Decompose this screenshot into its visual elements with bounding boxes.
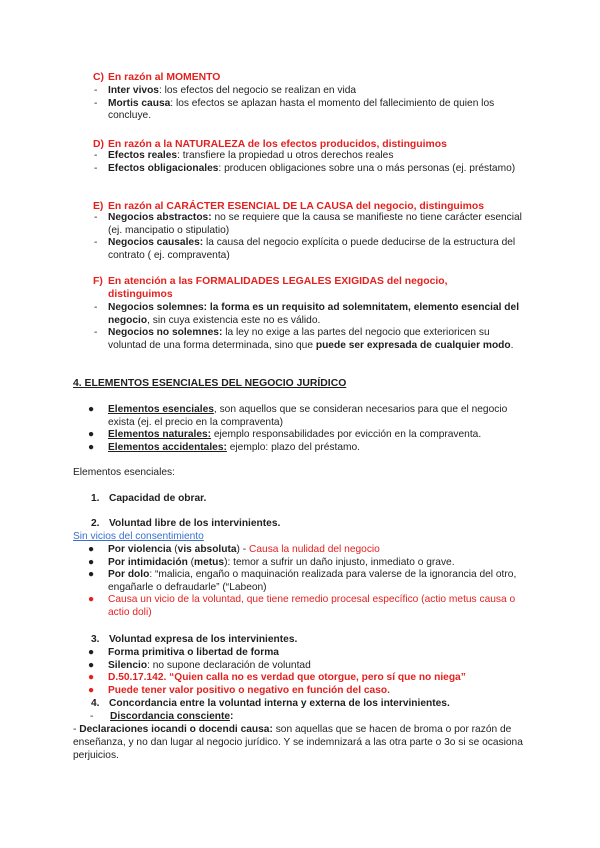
item-number: 4. [91,698,100,709]
item-text: ) - [236,544,249,555]
final-paragraph [73,723,528,762]
item-text: : “malicia, engaño o maquinación realizada para valerse de la ignorancia del otro, engañarle o defraudarle” (“Labeon) [108,569,517,593]
section-d-list [94,150,524,175]
dash-marker: - [94,237,98,249]
bullet-marker: ● [88,684,95,696]
section-f-title-line2: distinguimos [108,289,173,300]
item-term: metus [194,556,225,568]
item-red-text: D.50.17.142. “Quien calla no es verdad que otorgue, pero sí que no niega” [108,672,466,684]
bullet-marker: ● [88,544,95,555]
numbered-item-3 [91,634,297,645]
section-f-title-line1: En atención a las FORMALIDADES LEGALES EXIGIDAS del negocio, [108,276,448,287]
dash-marker: - [94,327,98,339]
list-item [88,544,528,557]
item-term: Negocios abstractos: [108,212,212,223]
item-text: ): temor a sufrir un daño injusto, inmediato o grave. [224,556,455,568]
section-d-letter: D) [93,139,104,150]
numbered-item-4 [91,698,450,709]
item-text: Concordancia entre la voluntad interna y externa de los intervinientes. [109,698,450,709]
bullet-marker: ● [88,647,95,658]
dash-marker: - [94,150,98,161]
section-c-letter: C) [93,72,104,83]
list-item [88,442,528,455]
discordancia-label: Discordancia consciente [110,711,231,722]
list-item [88,429,528,442]
item-term: Efectos obligacionales [108,162,219,174]
item-text: ejemplo responsabilidades por evicción en la compraventa. [211,429,482,441]
dash-marker: - [94,97,98,109]
list-item [88,685,528,698]
expresa-list [88,647,528,697]
item-term: Elementos naturales: [108,429,212,441]
item-term: Elementos accidentales: [108,441,227,453]
list-item [88,404,528,429]
section-c-title: En razón al MOMENTO [108,72,221,83]
dash-marker: - [90,711,94,722]
section-f-heading [93,275,447,301]
item-text: : los efectos se aplazan hasta el momento del fallecimiento de quien los concluye. [108,97,495,122]
section-e-title: En razón al CARÁCTER ESENCIAL DE LA CAUSA del negocio, distinguimos [108,201,485,212]
section-4-title: 4. ELEMENTOS ESENCIALES DEL NEGOCIO JURÍDICO [73,378,347,389]
item-text: Capacidad de obrar. [109,493,207,504]
bullet-marker: ● [88,594,95,606]
dash-marker: - [94,85,98,96]
item-red-text: Causa la nulidad del negocio [249,544,380,555]
numbered-item-2 [91,518,280,529]
item-text: : producen obligaciones sobre una o más personas (ej. préstamo) [218,162,516,174]
section-f-list [94,302,524,352]
item-term: Por violencia [108,544,172,555]
item-text: : no supone declaración de voluntad [147,659,311,671]
item-term: Efectos reales [108,150,178,161]
list-item [88,569,528,594]
item-term: Negocios causales: [108,237,204,249]
list-item [88,594,528,619]
discordancia-colon: : [230,711,234,722]
item-term: vis absoluta [177,544,237,555]
list-item [94,98,524,123]
item-term: Elementos esenciales [108,404,214,415]
list-item [94,302,524,327]
section-e-list [94,212,524,262]
item-text: no se requiere que la causa se manifieste no tiene carácter esencial (ej. mancipatio o stipulatio) [108,212,522,236]
bullet-marker: ● [88,659,95,671]
list-item [88,557,528,570]
item-red-text: Puede tener valor positivo o negativo en función del caso. [108,684,390,696]
section-d-title: En razón a la NATURALEZA de los efectos producidos, distinguimos [108,139,447,150]
item-number: 3. [91,634,100,645]
item-term: Silencio [108,659,148,671]
section-c-heading [93,71,220,84]
bullet-marker: ● [88,569,95,581]
list-item [94,150,524,163]
item-text: la causa del negocio explícita o puede deducirse de la estructura del contrato ( ej. compraventa) [108,237,516,261]
item-term: Por intimidación [108,556,188,568]
section-c-list [94,85,524,123]
item-text: ( [187,556,195,568]
dash-marker: - [94,302,98,313]
item-text: : transfiere la propiedad u otros derechos reales [177,150,394,161]
item-number: 1. [91,493,100,504]
numbered-item-1 [91,493,206,504]
section-4-bullets [88,404,528,454]
item-red-text: Causa un vicio de la voluntad, que tiene remedio procesal específico (actio metus causa o actio doli) [108,594,516,618]
list-item [94,212,524,237]
dash-marker: - [94,162,98,174]
item-text: Voluntad libre de los intervinientes. [109,518,281,529]
item-term: Por dolo [108,569,150,581]
section-e-letter: E) [93,201,104,212]
paragraph-text: son aquellas que se hacen de broma o por razón de enseñanza, y no dan lugar al negocio jurídico. Y se indemnizará a las otra parte o 3o si se ocasiona perjuicios. [73,724,523,761]
item-text: : los efectos del negocio se realizan en vida [158,85,357,96]
item-text: Voluntad expresa de los intervinientes. [109,634,298,645]
item-bold-end: puede ser expresada de cualquier modo [315,339,511,351]
bullet-marker: ● [88,672,95,684]
item-text: , sin cuya existencia este no es válido. [147,314,321,326]
vicios-link[interactable]: Sin vicios del consentimiento [73,531,204,542]
item-number: 2. [91,518,100,529]
dash-marker: - [94,212,98,223]
item-term: Inter vivos [108,85,159,96]
list-item [94,85,524,98]
list-item [94,237,524,262]
item-text: , son aquellos que se consideran necesarios para que el negocio exista (ej. el precio en la compraventa) [108,404,508,428]
section-f-letter: F) [93,276,103,287]
bullet-marker: ● [88,556,95,568]
vicios-list [88,544,528,620]
item-term: Negocios solemnes: la forma es un requisito ad solemnitatem, elemento esencial del negocio [108,302,520,326]
discordancia-heading [90,711,233,724]
list-item [88,647,528,660]
esenciales-label: Elementos esenciales: [73,467,175,478]
bullet-marker: ● [88,429,95,441]
item-text: ejemplo: plazo del préstamo. [226,441,360,453]
item-term: Forma primitiva o libertad de forma [108,647,279,658]
list-item [94,327,524,352]
list-item [88,672,528,685]
item-end: . [510,339,514,351]
item-term: Negocios no solemnes: [108,327,223,339]
list-item [94,163,524,176]
item-term: Mortis causa [108,97,171,109]
item-text: la ley no exige a las partes del negocio que exterioricen su voluntad de una forma determinada, sino que [108,327,490,351]
paragraph-lead: - [73,724,80,735]
bullet-marker: ● [88,404,95,415]
list-item [88,660,528,673]
item-text: ( [171,544,178,555]
bullet-marker: ● [88,441,95,453]
paragraph-term: Declaraciones iocandi o docendi causa: [79,724,273,735]
